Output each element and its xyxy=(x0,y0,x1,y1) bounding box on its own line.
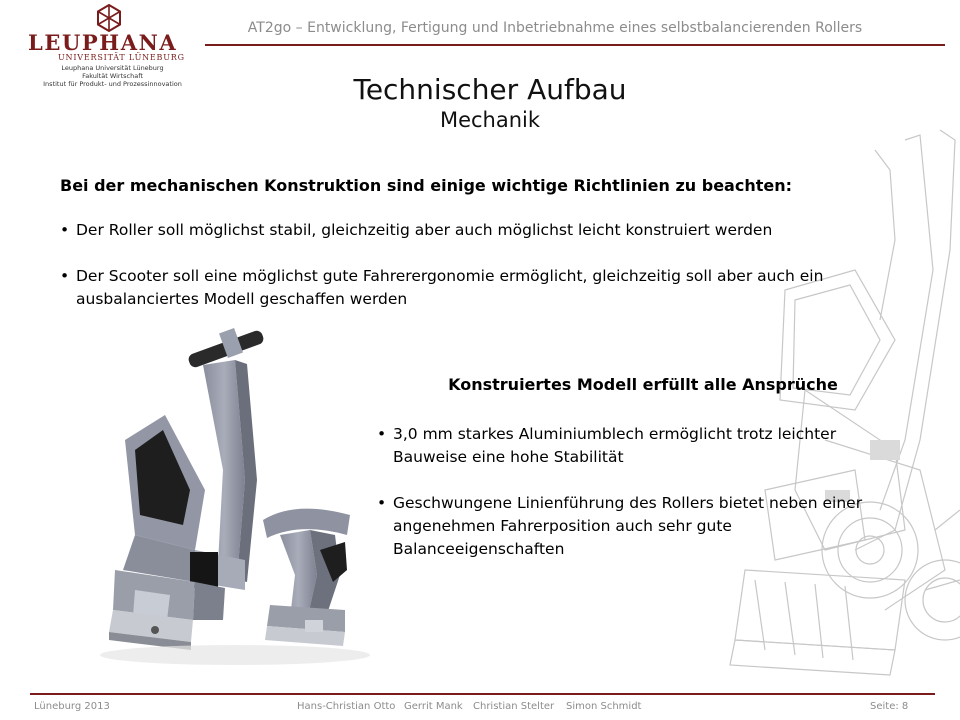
footer-author: Simon Schmidt xyxy=(566,701,642,712)
list-item: • Geschwungene Linienführung des Rollers bietet neben einer angenehmen Fahrerposition auch sehr gute Balanceeigenschaften xyxy=(377,494,863,558)
header-title: AT2go – Entwicklung, Fertigung und Inbetriebnahme eines selbstbalancierenden Rollers xyxy=(247,20,863,36)
header-divider xyxy=(205,44,945,46)
footer-author: Christian Stelter xyxy=(473,701,555,712)
logo-sub-line-2: Fakultät Wirtschaft xyxy=(82,72,143,80)
footer-author: Hans-Christian Otto xyxy=(297,701,396,712)
bullet-text: 3,0 mm starkes Aluminiumblech ermöglicht trotz leichter Bauweise eine hohe Stabilität xyxy=(393,425,837,466)
logo-sub-line-1: Leuphana Universität Lüneburg xyxy=(61,64,164,72)
footer-page-number: Seite: 8 xyxy=(870,701,909,712)
bullet-text: Der Scooter soll eine möglichst gute Fahrerergonomie ermöglicht, gleichzeitig soll aber auch ein ausbalanciertes Modell geschaffen werden xyxy=(76,267,824,308)
logo-sub-line-3: Institut für Produkt- und Prozessinnovation xyxy=(43,80,182,88)
guidelines-list xyxy=(60,219,880,311)
logo-wordmark: LEUPHANA xyxy=(28,30,178,55)
model-features-list xyxy=(377,423,902,561)
model-heading: Konstruiertes Modell erfüllt alle Ansprüche xyxy=(448,375,838,394)
footer-divider xyxy=(30,693,935,695)
bullet-text: Der Roller soll möglichst stabil, gleichzeitig aber auch möglichst leicht konstruiert werden xyxy=(76,221,773,239)
slide-title: Technischer Aufbau xyxy=(353,73,627,106)
bullet-text: Geschwungene Linienführung des Rollers bietet neben einer angenehmen Fahrerposition auch sehr gute Balanceeigenschaften xyxy=(393,494,863,558)
list-item: • Der Scooter soll eine möglichst gute Fahrerergonomie ermöglicht, gleichzeitig soll aber auch ein ausbalanciertes Modell geschaffen werden xyxy=(60,267,824,308)
footer-author: Gerrit Mank xyxy=(404,701,463,712)
footer-location-year: Lüneburg 2013 xyxy=(34,701,110,712)
scooter-render-image xyxy=(95,320,395,675)
list-item: • Der Roller soll möglichst stabil, gleichzeitig aber auch möglichst leicht konstruiert werden xyxy=(60,221,773,239)
background-cad-drawing xyxy=(705,110,960,690)
list-item: • 3,0 mm starkes Aluminiumblech ermöglicht trotz leichter Bauweise eine hohe Stabilität xyxy=(377,425,837,466)
slide-subtitle: Mechanik xyxy=(439,108,541,132)
leuphana-emblem-icon xyxy=(96,4,122,32)
intro-text: Bei der mechanischen Konstruktion sind einige wichtige Richtlinien zu beachten: xyxy=(60,176,793,195)
logo-university: UNIVERSITÄT LÜNEBURG xyxy=(58,53,185,62)
